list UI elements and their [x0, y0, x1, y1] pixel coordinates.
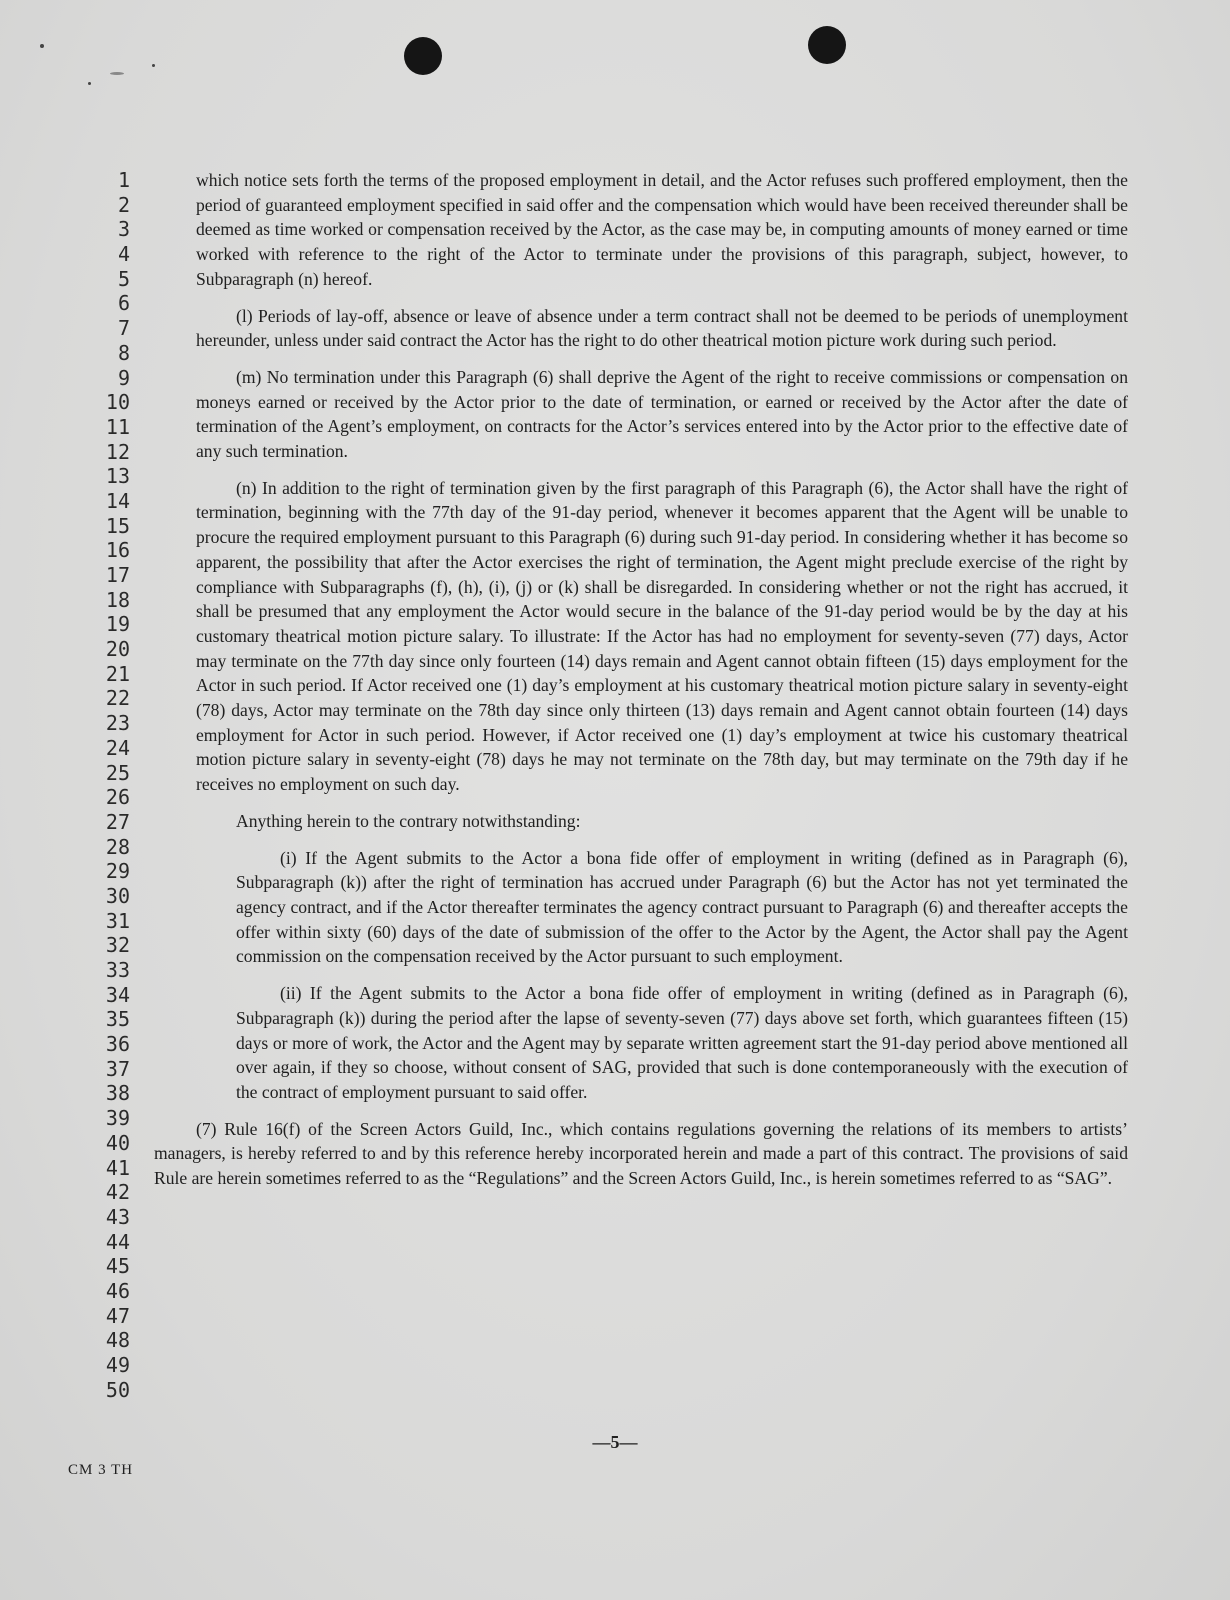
paragraph-notwithstanding: Anything herein to the contrary notwithstanding: [236, 810, 581, 831]
line-number: 48 [105, 1328, 130, 1353]
line-number-column [96, 168, 130, 1402]
paragraph-m: (m) No termination under this Paragraph (6) shall deprive the Agent of the right to receive commissions or compensation on moneys earned or received by the Actor prior to the date of termination, or earned or received by the Actor after the date of termination of the Agent’s employment, on contracts for the Actor’s services entered into by the Actor prior to the effective date of any such termination. [196, 366, 1128, 462]
document-body [154, 168, 1128, 1191]
line-number: 6 [117, 291, 130, 316]
line-number: 17 [105, 563, 130, 587]
line-number: 22 [105, 686, 130, 711]
line-number: 10 [105, 390, 130, 415]
line-number: 29 [105, 859, 130, 884]
paragraph-ii: (ii) If the Agent submits to the Actor a bona fide offer of employment in writing (defined as in Paragraph (6), Subparagraph (k)) during the period after the lapse of seventy-seven (77) days above set forth, which guarantees fifteen (15) days or more of work, the Actor and the Agent may by separate written agreement start the 91-day period above mentioned all over again, if they so choose, without consent of SAG, provided that such is done contemporaneously with the execution of the contract of employment pursuant to said offer. [236, 983, 1128, 1102]
paragraph-7: (7) Rule 16(f) of the Screen Actors Guild, Inc., which contains regulations governing the relations of its members to artists’ managers, is hereby referred to and by this reference hereby incorporated herein and made a part of this contract. The provisions of said Rule are herein sometimes referred to as the “Regulations” and the Screen Actors Guild, Inc., is herein sometimes referred to as “SAG”. [154, 1118, 1128, 1189]
line-number: 21 [105, 661, 130, 686]
line-number: 43 [105, 1204, 130, 1229]
line-number: 20 [105, 637, 130, 662]
line-number: 28 [105, 834, 130, 859]
line-number: 49 [105, 1353, 130, 1377]
line-number: 34 [105, 982, 130, 1007]
line-number: 7 [117, 316, 130, 341]
line-number: 42 [105, 1180, 130, 1205]
line-number: 1 [117, 168, 130, 192]
line-number: 33 [105, 958, 130, 982]
line-number: 16 [105, 538, 130, 563]
line-number: 35 [105, 1007, 130, 1032]
paper-speck [88, 82, 91, 85]
line-number: 26 [105, 785, 130, 810]
paragraph-i: (i) If the Agent submits to the Actor a bona fide offer of employment in writing (defined as in Paragraph (6), Subparagraph (k)) after the right of termination has accrued under Paragraph (6) but the Actor has not yet terminated the agency contract, and if the Actor thereafter terminates the agency contract pursuant to Paragraph (6) and thereafter accepts the offer within sixty (60) days of the date of submission of the offer to the Actor by the Agent, the Actor shall pay the Agent commission on the compensation received by the Actor pursuant to such employment. [236, 847, 1128, 967]
line-number: 18 [105, 587, 130, 612]
punch-hole [808, 26, 846, 64]
line-number: 45 [105, 1254, 130, 1279]
line-number: 41 [105, 1155, 130, 1180]
paragraph-intro: which notice sets forth the terms of the proposed employment in detail, and the Actor refuses such proffered employment, then the period of guaranteed employment specified in said offer and the compensation which would have been received thereunder shall be deemed as time worked or compensation received by the Actor, as the case may be, in computing amounts of money earned or time worked with reference to the right of the Actor to terminate under the provisions of this paragraph, subject, however, to Subparagraph (n) hereof. [196, 170, 1128, 289]
line-number: 40 [105, 1130, 130, 1155]
line-number: 27 [105, 809, 130, 834]
line-number: 23 [105, 711, 130, 736]
line-number: 37 [105, 1056, 130, 1081]
line-number: 15 [105, 513, 130, 538]
line-number: 47 [105, 1303, 130, 1328]
paper-speck [152, 64, 155, 67]
line-number: 5 [117, 266, 130, 291]
paper-speck [40, 44, 44, 48]
line-number: 11 [105, 414, 130, 439]
line-number: 9 [117, 365, 130, 390]
line-number: 8 [117, 340, 130, 365]
line-number: 25 [105, 760, 130, 785]
footer-code: CM 3 TH [68, 1462, 134, 1478]
page-number: —5— [592, 1432, 638, 1452]
line-number: 3 [117, 217, 130, 242]
line-number: 39 [105, 1106, 130, 1131]
line-number: 50 [105, 1377, 130, 1402]
line-number: 30 [105, 883, 130, 908]
line-number: 2 [117, 192, 130, 217]
line-number: 44 [105, 1229, 130, 1254]
line-number: 36 [105, 1032, 130, 1057]
line-number: 46 [105, 1278, 130, 1303]
line-number: 12 [105, 439, 130, 464]
paragraph-n: (n) In addition to the right of termination given by the first paragraph of this Paragraph (6), the Actor shall have the right of termination, beginning with the 77th day of the 91-day period, whenever it becomes apparent that the Agent will be unable to procure the required employment pursuant to this Paragraph (6) during such 91-day period. In considering whether it has become so apparent, the possibility that after the Actor exercises the right of termination, the Agent might preclude exercise of the right by compliance with Subparagraphs (f), (h), (i), (j) or (k) shall be disregarded. In considering whether or not the right has accrued, it shall be presumed that any employment the Actor would secure in the balance of the 91-day period would be by the day at his customary theatrical motion picture salary. To illustrate: If the Actor has had no employment for seventy-seven (77) days, Actor may terminate on the 77th day since only fourteen (14) days remain and Agent cannot obtain fifteen (15) days employment for the Actor in such period. If Actor received one (1) day’s employment at his customary theatrical motion picture salary in seventy-eight (78) days, Actor may terminate on the 78th day since only thirteen (13) days remain and Agent cannot obtain fourteen (14) days employment for Actor in such period. However, if Actor received one (1) day’s employment at twice his customary theatrical motion picture salary in seventy-eight (78) days he may not terminate on the 78th day, but may terminate on the 79th day if he receives no employment on such day. [196, 477, 1128, 795]
paragraph-l: (l) Periods of lay-off, absence or leave of absence under a term contract shall not be deemed to be periods of unemployment hereunder, unless under said contract the Actor has the right to do other theatrical motion picture work during such period. [196, 305, 1128, 351]
line-number: 32 [105, 933, 130, 958]
punch-hole [404, 37, 442, 75]
line-number: 38 [105, 1081, 130, 1106]
line-number: 19 [105, 612, 130, 637]
paper-speck [110, 72, 124, 75]
line-number: 24 [105, 735, 130, 760]
line-number: 13 [105, 464, 130, 489]
line-number: 4 [117, 242, 130, 267]
line-number: 31 [105, 908, 130, 933]
line-number: 14 [105, 488, 130, 513]
